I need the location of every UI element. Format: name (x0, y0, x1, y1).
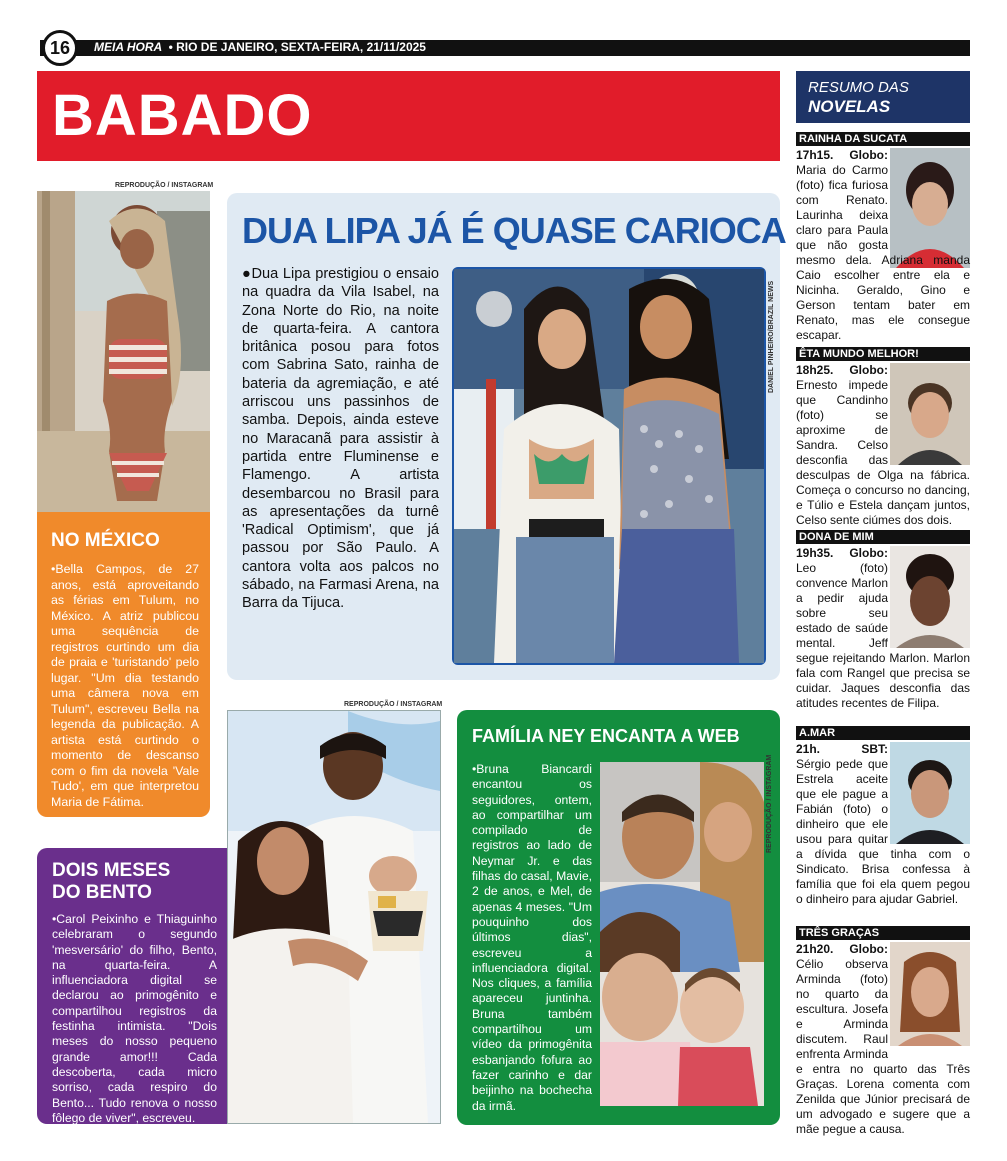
story-headline: FAMÍLIA NEY ENCANTA A WEB (472, 726, 740, 746)
section-title: BABADO (52, 83, 313, 148)
novela-title: ÊTA MUNDO MELHOR! (796, 347, 970, 361)
dateline (94, 40, 426, 56)
novela-time: 21h. SBT: (796, 742, 888, 756)
photo-credit: DANIEL PINHEIRO/BRAZIL NEWS (768, 280, 775, 393)
novelas-title-line2: NOVELAS (808, 97, 891, 116)
novela-summary-text: 17h15. Globo: Maria do Carmo (foto) fica furiosa com Renato. Laurinha deixa claro para Paula que não gosta mesmo dela. Adriana manda Caio escolher entre ela e Nicinha. Geraldo, Gino e Gerson tentam bater em Renato, mas ele consegue escapar. (796, 148, 970, 342)
story-headline (52, 860, 170, 904)
novela-time: 17h15. Globo: (796, 148, 888, 162)
novelas-header (796, 71, 970, 123)
page-number: 16 (42, 30, 78, 66)
story-body: •Bella Campos, de 27 anos, está aproveitando as férias em Tulum, no México. A atriz publicou uma sequência de registros curtindo um dia de praia e 'turistando' pelo lugar. "Um dia testando uma câmera nova em Tulum", escreveu Bella na legenda da publicação. A artista está curtindo o momento de descanso com o fim da novela 'Vale Tudo', em que interpretou Maria de Fátima. (51, 562, 199, 809)
novelas-title-line1: RESUMO DAS (808, 79, 909, 96)
novela-title: RAINHA DA SUCATA (796, 132, 970, 146)
novela-summary-text: 21h20. Globo: Célio observa Arminda (foto) no quarto da escultura. Josefa e Arminda discutem. Raul enfrenta Arminda e entra no quarto das Três Graças. Lorena comenta com Zenilda que Júnior precisará de um advogado e sugere que a mãe pegue a causa. (796, 942, 970, 1136)
photo-credit: REPRODUÇÃO / INSTAGRAM (766, 754, 773, 853)
photo-credit: REPRODUÇÃO / INSTAGRAM (115, 182, 214, 189)
novela-title: TRÊS GRAÇAS (796, 926, 970, 940)
story-body: •Carol Peixinho e Thiaguinho celebraram o segundo 'mesversário' do filho, Bento, na quarta-feira. A influenciadora digital se declarou ao primogênito e compartilhou registros da festinha intimista. "Dois meses do nosso pequeno grande amor!!! Cada descoberta, cada micro sorriso, cada respiro do Bento... Tudo renova o nosso fôlego de viver", escreveu. (52, 912, 217, 1125)
story-headline: NO MÉXICO (51, 530, 160, 551)
dua-lipa-photo (452, 267, 766, 665)
novela-summary-text: 18h25. Globo: Ernesto impede que Candinho (foto) se aproxime de Sandra. Celso desconfia das desculpas de Olga na fábrica. Começa o concurso no dancing, e Túlio e Estela dançam juntos, Celso sente ciúmes dos dois. (796, 363, 970, 527)
novela-summary-text: 21h. SBT: Sérgio pede que Estrela aceite que ele pague a Fabián (foto) o dinheiro que ele usou para quitar a dívida que tinha com o Sindicato. Brisa confessa à família que foi ela quem pegou o dinheiro para ajudar Gabriel. (796, 742, 970, 906)
publication-name: MEIA HORA (94, 40, 163, 54)
novela-time: 21h20. Globo: (796, 942, 888, 956)
headline-line: DOIS MESES (52, 860, 171, 881)
novela-title: DONA DE MIM (796, 530, 970, 544)
neymar-family-photo (600, 762, 764, 1106)
beach-photo (37, 191, 210, 512)
headline-line: DO BENTO (52, 882, 152, 903)
main-headline: DUA LIPA JÁ É QUASE CARIOCA (242, 210, 786, 251)
novela-summary-text: 19h35. Globo: Leo (foto) convence Marlon a pedir ajuda sobre seu estado de saúde mental. Jeff segue rejeitando Marlon. Marlon fala com Rangel que precisa se cuidar. Jaques desconfia das atitudes recentes de Filipa. (796, 546, 970, 710)
novela-title: A.MAR (796, 726, 970, 740)
novela-time: 18h25. Globo: (796, 363, 888, 377)
family-bento-photo (227, 710, 441, 1124)
photo-credit: REPRODUÇÃO / INSTAGRAM (344, 701, 443, 708)
novela-time: 19h35. Globo: (796, 546, 888, 560)
main-story-body: ●Dua Lipa prestigiou o ensaio na quadra da Vila Isabel, na Zona Norte do Rio, na noite de quarta-feira. A cantora britânica posou para fotos com Sabrina Sato, rainha de bateria da agremiação, e até arriscou uns passinhos de samba. Depois, ainda esteve no Maracanã para assistir à partida entre Fluminense e Flamengo. A artista desembarcou no Brasil para as apresentações da turnê 'Radical Optimism', que já passou por São Paulo. A cantora volta aos palcos no sábado, na Farmasi Arena, na Barra da Tijuca. (242, 266, 439, 612)
date-text: • RIO DE JANEIRO, SEXTA-FEIRA, 21/11/2025 (168, 40, 426, 54)
story-body: •Bruna Biancardi encantou os seguidores, ontem, ao compartilhar um compilado de registros ao lado de Neymar Jr. e das filhas do casal, Mavie, 2 de anos, e Mel, de apenas 4 meses. "Um pouquinho dos últimos dias", escreveu a influenciadora digital. Nos cliques, a família apareceu juntinha. Bruna também compartilhou um vídeo da primogênita esbanjando fofura ao fazer carinho e dar beijinho na bochecha da irmã. (472, 762, 592, 1113)
